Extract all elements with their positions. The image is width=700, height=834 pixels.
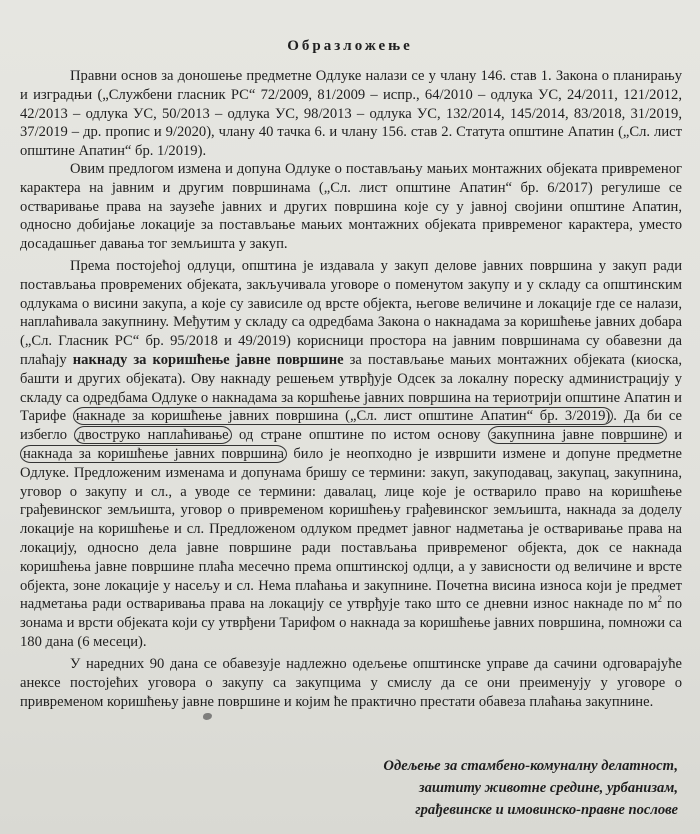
p3-bold-fee: накнаду за коришћење јавне површине: [72, 351, 344, 368]
circled-text-double-charge: двоструко наплаћивање: [74, 426, 231, 444]
paragraph-existing-decision: [20, 257, 682, 652]
superscript-square: 2: [657, 594, 662, 605]
signature-line-1: Одељење за стамбено-комуналну делатност,: [383, 758, 678, 774]
p3-text-c: . Да би се избегло: [20, 408, 682, 444]
p3-text-d: од стране општине по истом основу: [238, 427, 481, 444]
paragraph-legal-basis: Правни основ за доношење предметне Одлуке налази се у члану 146. став 1. Закона о планирању и изградњи („Службени гласник РС“ 72/2009, 81/2009 – испр., 64/2010 – одлука УС, 24/2011, 121/2012, 42/2013 – одлука УС, 50/2013 – одлука УС, 98/2013 – одлука УС, 132/2014, 145/2014, 83/2018, 31/2019, 37/2019 – др. пропис и 9/2020), члану 40 тачка 6. и члану 156. став 2. Статута општине Апатин („Сл. лист општине Апатин“ бр. 1/2019).: [20, 68, 682, 160]
p3-text-g: по зонама и врсти објеката који су утврђени Тарифом о накнада за коришћење јавних површина, помножи са 180 дана (6 месеци).: [20, 596, 682, 650]
p3-text-e: и: [674, 427, 683, 444]
p3-text-f: било је неопходно је извршити измене и допуне предметне Одлуке. Предложеним изменама и допунама бришу се термини: закуп, закуподавац, закупац, закупнина, уговор о закупу и сл., а уводе се термини: давалац, лице које је остварило право на коришћење грађевинског земљишта, уговор о привременом коришћењу грађевинског земљишта, накнада за доделу локације на коришћење и сл. Предложеном одлуком предмет јавног надметања је остваривање права на локацију, односно дела јавне површине ради постављања привременог објекта, док се накнада коришћења јавне површине плаћа месечно према општинској одлци, а у зависности од величине и врсте објекта, зоне локације у насељу и сл. Нема плаћања и закупнине. Почетна висина износа који је предмет надметања ради остваривања права на локацију се утврђује тако што се дневни износ накнаде по м: [20, 445, 682, 613]
p3-text-a: Према постојећој одлуци, општина је издавала у закуп делове јавних површина у закуп ради постављања провремених објеката, закључивала уговоре о поменутом закупу и у складу са општинским одлукама о висини закупа, а које су зависиле од врсте објекта, његове величине и локације где се налази, наплаћивала закупнину. Међутим у складу са одредбама Закона о накнадама за коришћење јавних добара („Сл. Гласник РС“ бр. 95/2018 и 49/2019) корисници простора на јавним површинама су обавезни да плаћају: [20, 258, 682, 368]
document-title: Образложење: [287, 38, 413, 54]
signature-block: [318, 755, 678, 821]
circled-text-rent: закупнина јавне површине: [488, 426, 667, 444]
circled-text-tariff: накнаде за коришћење јавних површина („Сл. лист општине Апатин“ бр. 3/2019): [73, 407, 613, 425]
signature-line-2: заштиту животне средине, урбанизам,: [418, 780, 678, 796]
paragraph-obligation: У наредних 90 дана се обавезује надлежно одељење општинске управе да сачини одговарајуће анексе постојећих уговора о закупу са закупцима у смислу да се они преименују у уговоре о привременом коришћењу јавне површине и којим ће практично престати обавеза плаћања закупнине.: [20, 656, 682, 710]
signature-line-3: грађевинске и имовинско-правне послове: [415, 802, 678, 818]
ink-smudge: [203, 713, 212, 720]
circled-text-fee-public-areas: накнада за коришћење јавних површина: [20, 445, 287, 463]
p3-text-b: за постављање мањих монтажних објеката (киоска, башти и других објеката). Ову накнаду решењем утврђује Одсек за локалну пореску администрацију у складу са одредбама Одлуке о накнадама за коршћење јавних површина на териотрији општине Апатин и Тарифе: [20, 351, 682, 425]
paragraph-proposal: Овим предлогом измена и допуна Одлуке о постављању мањих монтажних објеката привременог карактера на јавним и другим површинама („Сл. лист општине Апатин“ бр. 6/2017) регулише се остваривање права на заузеће јавних и других површина које су у јавној својини општине Апатин, односно добијање локације за постављање мањих монтажних објеката привременог карактера, уместо досадашњег давања тог земљишта у закуп.: [20, 161, 682, 253]
